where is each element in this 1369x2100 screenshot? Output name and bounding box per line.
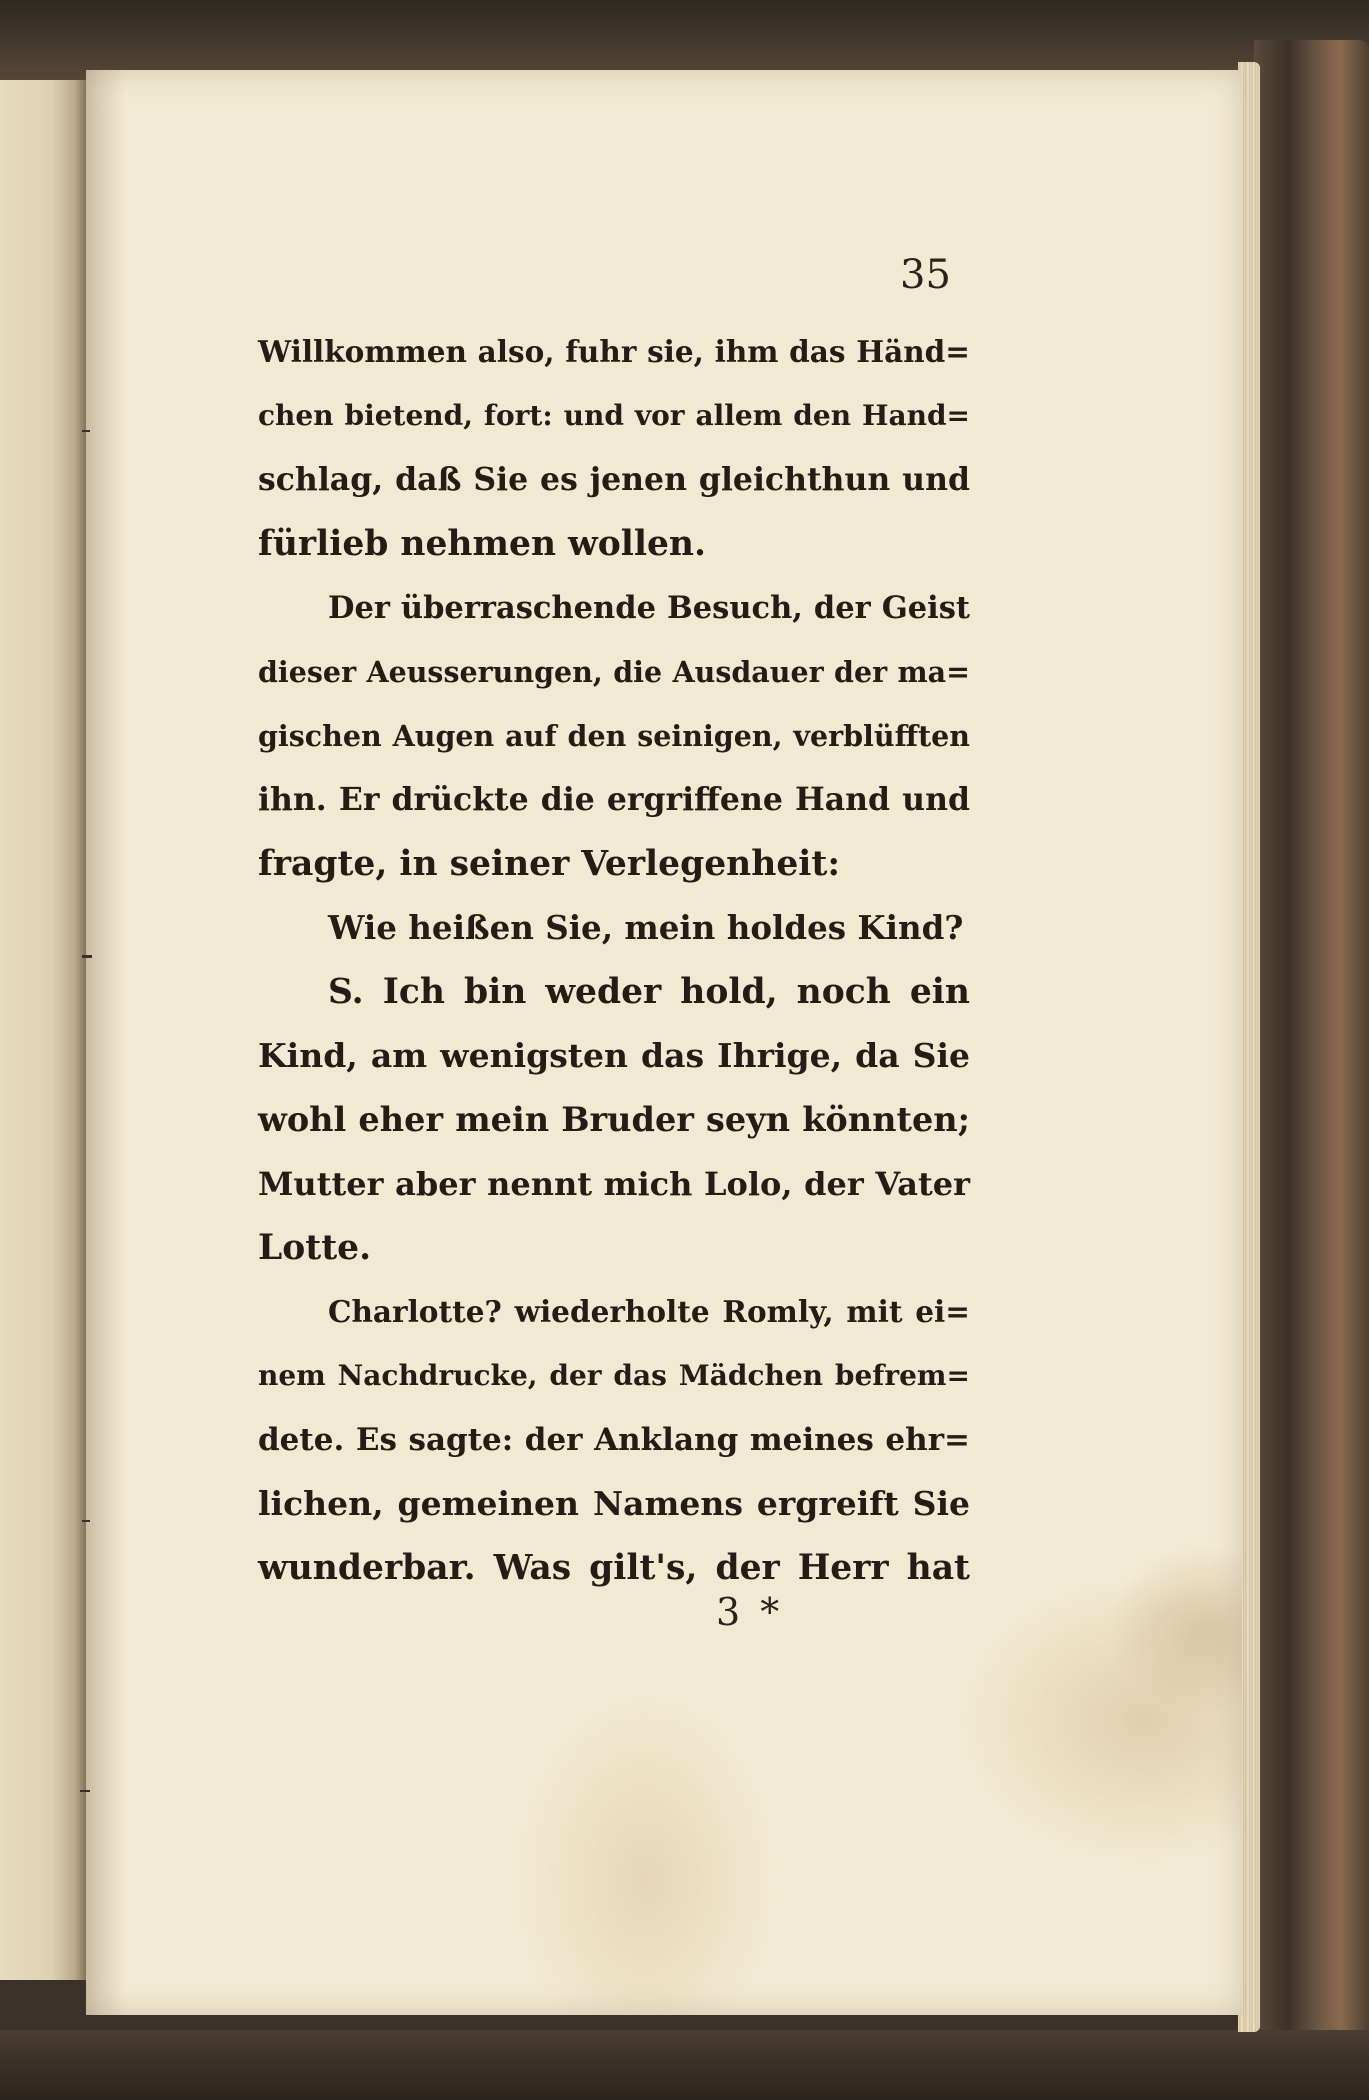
margin-mark [82,430,90,432]
text-line: ihn. Er drückte die ergriffene Hand und [258,781,970,818]
facing-page-gutter [0,80,88,1980]
text-line: chen bietend, fort: und vor allem den Hand= [258,399,970,432]
text-line: wunderbar. Was gilt's, der Herr hat [258,1548,970,1588]
text-line: lichen, gemeinen Namens ergreift Sie [258,1484,970,1523]
book-cover-right-edge [1254,40,1369,2060]
text-line: fürlieb nehmen wollen. [258,524,707,564]
text-line: Der überraschende Besuch, der Geist [328,590,970,626]
printer-signature-mark: 3 * [716,1590,784,1634]
text-line: Mutter aber nennt mich Lolo, der Vater [258,1165,970,1203]
text-line: Charlotte? wiederholte Romly, mit ei= [328,1294,970,1329]
text-line: Wie heißen Sie, mein holdes Kind? [328,908,964,947]
text-line: Willkommen also, fuhr sie, ihm das Händ= [258,334,970,369]
text-line: gischen Augen auf den seinigen, verblüfften [258,719,970,753]
body-text [258,320,970,1600]
text-line: wohl eher mein Bruder seyn könnten; [258,1100,970,1139]
margin-mark [82,955,92,958]
text-line: schlag, daß Sie es jenen gleichthun und [258,461,970,498]
text-line: S. Ich bin weder hold, noch ein [328,972,970,1012]
text-line: fragte, in seiner Verlegenheit: [258,844,841,884]
text-line: nem Nachdrucke, der das Mädchen befrem= [258,1359,970,1392]
page-number: 35 [900,252,951,298]
margin-mark [80,1790,90,1792]
margin-mark [82,1520,90,1522]
book-cover-bottom [0,2030,1369,2100]
text-line: dete. Es sagte: der Anklang meines ehr= [258,1422,970,1458]
text-line: Kind, am wenigsten das Ihrige, da Sie [258,1036,970,1075]
text-line: dieser Aeusserungen, die Ausdauer der ma= [258,655,970,689]
text-line: Lotte. [258,1228,372,1268]
